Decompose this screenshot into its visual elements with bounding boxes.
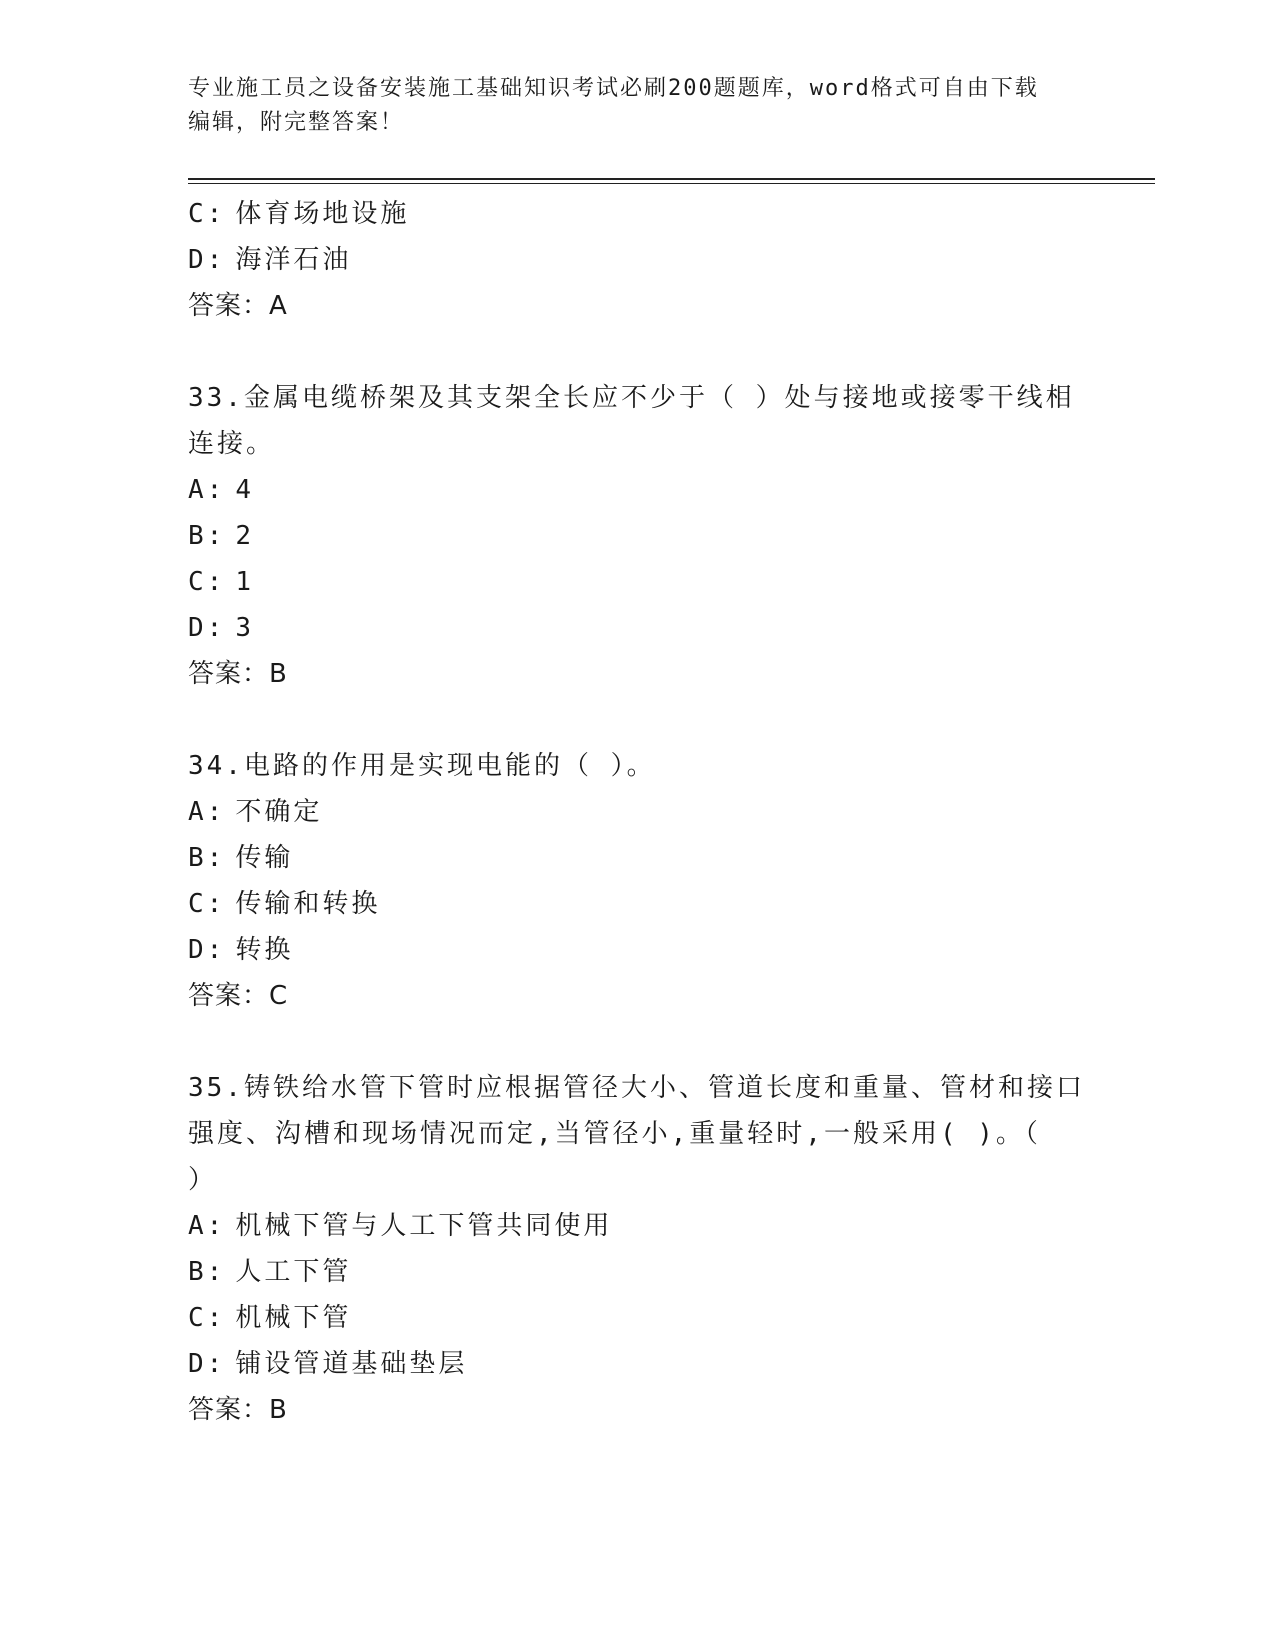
option-c: C: 传输和转换 [188,889,381,919]
question-33 [188,375,1108,697]
option-b: B: 传输 [188,843,294,873]
question-text-line: 35.铸铁给水管下管时应根据管径大小、管道长度和重量、管材和接口 [188,1073,1085,1103]
option-c: C: 体育场地设施 [188,199,410,229]
question-34 [188,743,1108,1019]
question-text-line: 34.电路的作用是实现电能的（ ）。 [188,751,656,781]
header-divider-thick [188,178,1155,180]
document-header [188,72,1088,140]
answer-line: 答案：C [188,981,289,1011]
question-text-line: ） [188,1165,218,1195]
header-line-2: 编辑，附完整答案！ [188,110,405,135]
header-line-1: 专业施工员之设备安装施工基础知识考试必刷200题题库，word格式可自由下载 [188,76,1039,101]
question-text-line: 33.金属电缆桥架及其支架全长应不少于（ ）处与接地或接零干线相 [188,383,1075,413]
option-d: D: 铺设管道基础垫层 [188,1349,468,1379]
answer-line: 答案：B [188,659,288,689]
option-a: A: 机械下管与人工下管共同使用 [188,1211,613,1241]
option-c: C: 1 [188,567,254,597]
option-a: A: 不确定 [188,797,323,827]
answer-line: 答案：A [188,291,288,321]
answer-line: 答案：B [188,1395,288,1425]
question-35 [188,1065,1108,1433]
option-c: C: 机械下管 [188,1303,352,1333]
option-b: B: 2 [188,521,254,551]
option-d: D: 3 [188,613,254,643]
carryover-block [188,191,1108,329]
option-d: D: 转换 [188,935,294,965]
header-divider-thin [188,183,1155,184]
question-list [188,191,1108,1433]
question-text-line: 强度、沟槽和现场情况而定,当管径小,重量轻时,一般采用( )。（ [188,1119,1041,1149]
option-d: D: 海洋石油 [188,245,352,275]
question-text-line: 连接。 [188,429,276,459]
option-b: B: 人工下管 [188,1257,352,1287]
option-a: A: 4 [188,475,254,505]
